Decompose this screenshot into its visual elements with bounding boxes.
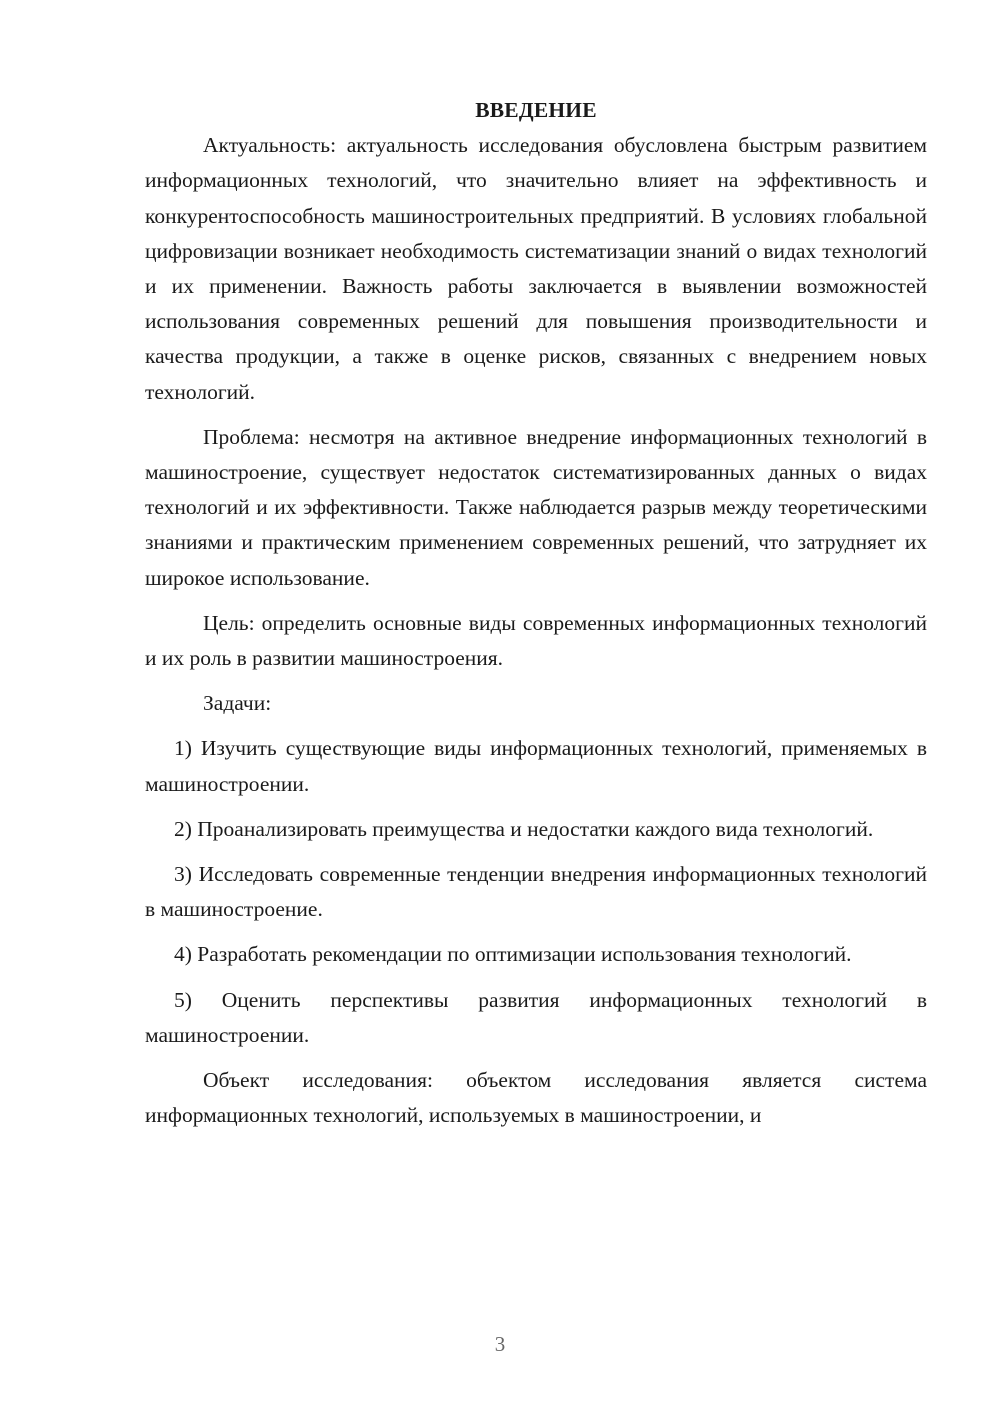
document-page <box>145 93 927 1133</box>
paragraph-relevance: Актуальность: актуальность исследования обусловлена быстрым развитием информационных технологий, что значительно влияет на эффективность и конкурентоспособность машиностроительных предприятий. В условиях глобальной цифровизации возникает необходимость систематизации знаний о видах технологий и их применении. Важность работы заключается в выявлении возможностей использования современных решений для повышения производительности и качества продукции, а также в оценке рисков, связанных с внедрением новых технологий. <box>145 133 927 404</box>
task-item: 1) Изучить существующие виды информационных технологий, применяемых в машиностроении. <box>145 736 927 796</box>
paragraph-problem: Проблема: несмотря на активное внедрение информационных технологий в машиностроение, существует недостаток систематизированных данных о видах технологий и их эффективности. Также наблюдается разрыв между теоретическими знаниями и практическим применением современных решений, что затрудняет их широкое использование. <box>145 424 927 590</box>
tasks-label: Задачи: <box>203 691 272 716</box>
task-item: 5) Оценить перспективы развития информационных технологий в машиностроении. <box>145 987 927 1047</box>
page-number: 3 <box>494 1332 506 1356</box>
section-title: ВВЕДЕНИЕ <box>475 98 597 122</box>
task-item: 3) Исследовать современные тенденции внедрения информационных технологий в машиностроение. <box>145 862 927 922</box>
task-item: 2) Проанализировать преимущества и недостатки каждого вида технологий. <box>174 816 874 841</box>
task-item: 4) Разработать рекомендации по оптимизации использования технологий. <box>174 942 852 967</box>
paragraph-object: Объект исследования: объектом исследования является система информационных технологий, используемых в машиностроении, и <box>145 1068 927 1128</box>
paragraph-goal: Цель: определить основные виды современных информационных технологий и их роль в развитии машиностроения. <box>145 610 927 671</box>
